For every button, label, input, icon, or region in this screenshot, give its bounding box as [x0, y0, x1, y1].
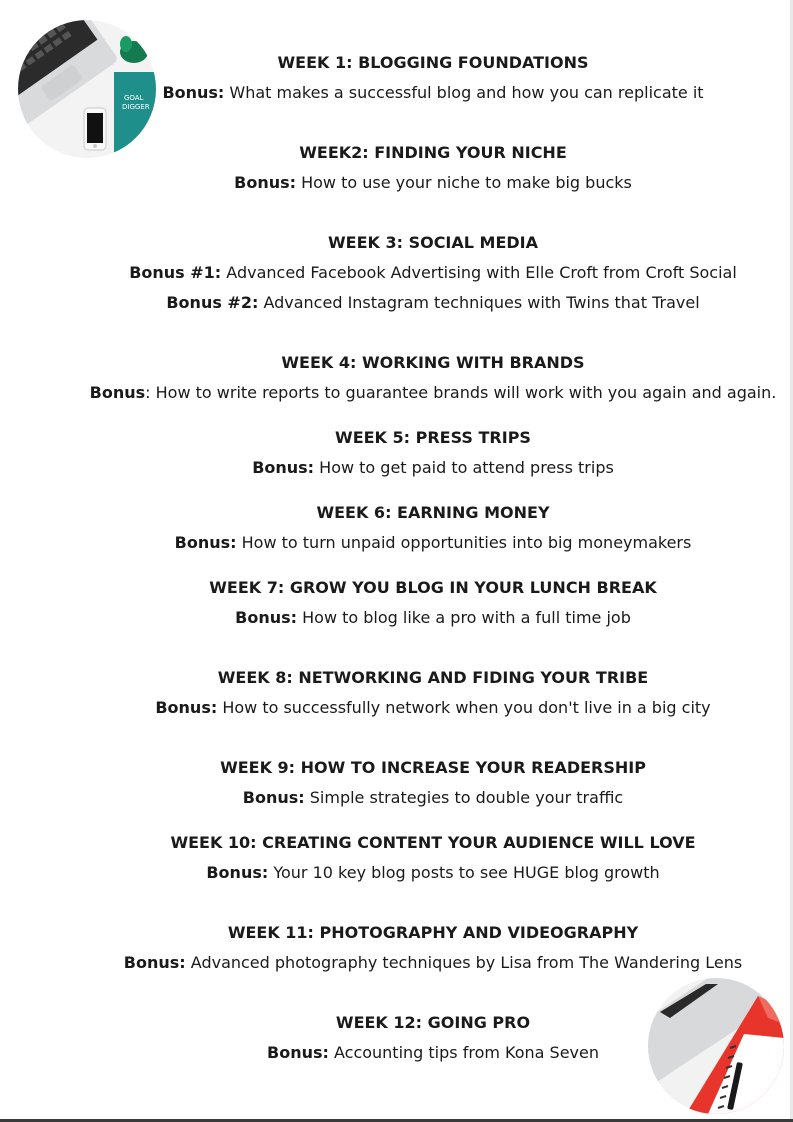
week-11-bonus: [0, 953, 793, 973]
week-7-title: WEEK 7: GROW YOU BLOG IN YOUR LUNCH BREAK: [209, 578, 657, 597]
week-5-title: WEEK 5: PRESS TRIPS: [335, 428, 531, 447]
bonus-text: Advanced Facebook Advertising with Elle Croft from Croft Social: [221, 263, 737, 282]
week-12-title: WEEK 12: GOING PRO: [335, 1013, 531, 1032]
bonus-label: Bonus:: [242, 788, 305, 807]
week-8-bonus: [0, 698, 793, 718]
bonus-text: How to use your niche to make big bucks: [296, 173, 632, 192]
week-3-bonus-2: [0, 293, 793, 313]
bonus-label: Bonus #2:: [166, 293, 259, 312]
bonus-text: : How to write reports to guarantee brands will work with you again and again.: [145, 383, 777, 402]
week-9-bonus: [0, 788, 793, 808]
week-7-bonus: [0, 608, 793, 628]
week-12-bonus: [0, 1043, 793, 1063]
week-4-title: WEEK 4: WORKING WITH BRANDS: [281, 353, 585, 372]
bonus-label: Bonus: [89, 383, 146, 402]
bonus-label: Bonus:: [155, 698, 218, 717]
week-6-bonus: [0, 533, 793, 553]
week-10-bonus: [0, 863, 793, 883]
bonus-label: Bonus:: [235, 608, 298, 627]
bonus-label: Bonus:: [162, 83, 225, 102]
bonus-label: Bonus:: [267, 1043, 329, 1062]
bonus-text: Accounting tips from Kona Seven: [328, 1043, 599, 1062]
bonus-text: Advanced Instagram techniques with Twins that Travel: [258, 293, 700, 312]
week-4-bonus: [0, 383, 793, 403]
bonus-text: What makes a successful blog and how you can replicate it: [224, 83, 704, 102]
bonus-text: How to successfully network when you don't live in a big city: [217, 698, 711, 717]
week-2-title: WEEK2: FINDING YOUR NICHE: [299, 143, 567, 162]
week-6-title: WEEK 6: EARNING MONEY: [316, 503, 550, 522]
week-1-bonus: [0, 83, 793, 103]
bonus-text: How to turn unpaid opportunities into big moneymakers: [236, 533, 692, 552]
week-5-bonus: [0, 458, 793, 478]
week-10-title: WEEK 10: CREATING CONTENT YOUR AUDIENCE WILL LOVE: [170, 833, 696, 852]
bonus-label: Bonus:: [234, 173, 297, 192]
svg-text:DIGGER: DIGGER: [122, 103, 150, 111]
week-11-title: WEEK 11: PHOTOGRAPHY AND VIDEOGRAPHY: [227, 923, 639, 942]
week-3-title: WEEK 3: SOCIAL MEDIA: [327, 233, 538, 252]
bonus-text: How to blog like a pro with a full time job: [297, 608, 631, 627]
bonus-label: Bonus:: [174, 533, 237, 552]
bonus-label: Bonus:: [123, 953, 186, 972]
bonus-text: Advanced photography techniques by Lisa from The Wandering Lens: [185, 953, 743, 972]
bonus-text: Your 10 key blog posts to see HUGE blog growth: [268, 863, 660, 882]
week-8-title: WEEK 8: NETWORKING AND FIDING YOUR TRIBE: [217, 668, 649, 687]
week-1-title: WEEK 1: BLOGGING FOUNDATIONS: [277, 53, 589, 72]
bonus-text: Simple strategies to double your traffic: [304, 788, 624, 807]
bonus-text: How to get paid to attend press trips: [314, 458, 614, 477]
bonus-label: Bonus #1:: [129, 263, 222, 282]
bonus-label: Bonus:: [206, 863, 269, 882]
week-3-bonus-1: [0, 263, 793, 283]
bonus-label: Bonus:: [252, 458, 315, 477]
svg-text:GOAL: GOAL: [124, 94, 144, 102]
week-2-bonus: [0, 173, 793, 193]
week-9-title: WEEK 9: HOW TO INCREASE YOUR READERSHIP: [220, 758, 646, 777]
